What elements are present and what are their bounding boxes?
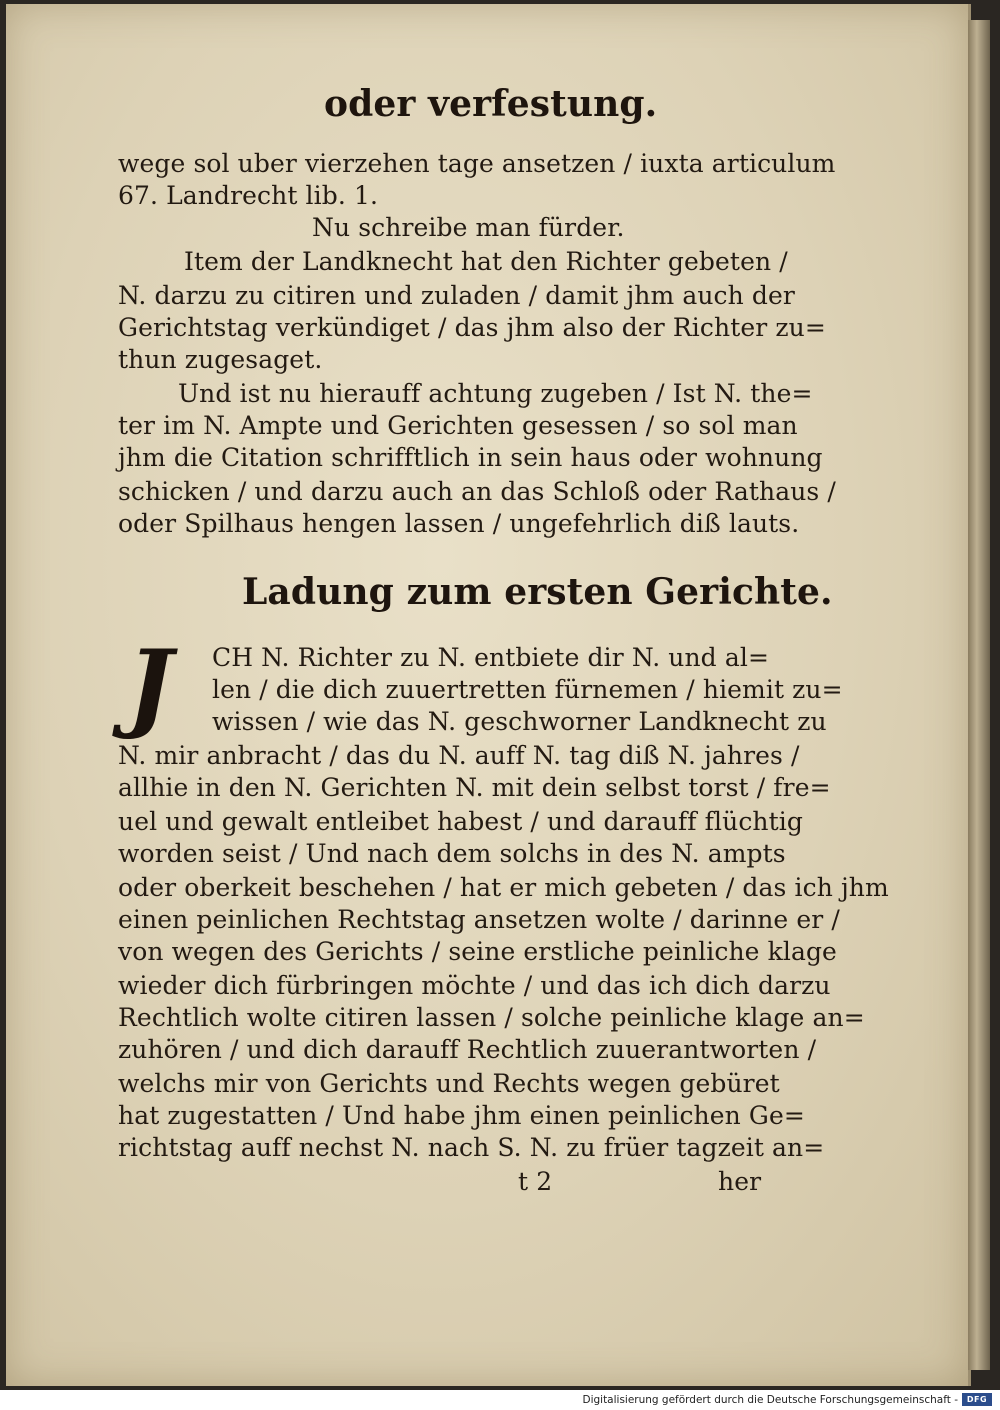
text-line: N. darzu zu citiren und zuladen / damit jhm auch der (118, 281, 795, 310)
text-line: ter im N. Ampte und Gerichten gesessen / so sol man (118, 411, 798, 440)
book-page (6, 4, 971, 1386)
text-line: zuhören / und dich darauff Rechtlich zuuerantworten / (118, 1035, 817, 1064)
drop-cap: J (127, 629, 173, 742)
text-line: thun zugesaget. (118, 345, 323, 374)
text-line: wissen / wie das N. geschworner Landknecht zu (212, 707, 827, 736)
text-line: hat zugestatten / Und habe jhm einen peinlichen Ge= (118, 1101, 805, 1130)
text-line: Gerichtstag verkündiget / das jhm also der Richter zu= (118, 313, 826, 342)
text-line: wieder dich fürbringen möchte / und das ich dich darzu (118, 971, 831, 1000)
text-line: welchs mir von Gerichts und Rechts wegen gebüret (118, 1069, 780, 1098)
signature-mark: t 2 (518, 1167, 553, 1196)
text-line: Nu schreibe man fürder. (312, 213, 625, 242)
text-line: len / die dich zuuertretten fürnemen / hiemit zu= (212, 675, 843, 704)
text-line: Rechtlich wolte citiren lassen / solche peinliche klage an= (118, 1003, 865, 1032)
text-line: oder Spilhaus hengen lassen / ungefehrlich diß lauts. (118, 509, 800, 538)
text-line: wege sol uber vierzehen tage ansetzen / iuxta articulum (118, 149, 836, 178)
text-line: worden seist / Und nach dem solchs in des N. ampts (118, 839, 786, 868)
text-line: N. mir anbracht / das du N. auff N. tag diß N. jahres / (118, 741, 800, 770)
text-line: richtstag auff nechst N. nach S. N. zu früer tagzeit an= (118, 1133, 825, 1162)
running-head: oder verfestung. (324, 83, 658, 125)
catchword: her (718, 1167, 762, 1196)
dfg-logo-icon: DFG (962, 1393, 992, 1406)
text-line: einen peinlichen Rechtstag ansetzen wolte / darinne er / (118, 905, 840, 934)
text-line: Und ist nu hierauff achtung zugeben / Ist N. the= (178, 379, 813, 408)
text-line: 67. Landrecht lib. 1. (118, 181, 378, 210)
section-heading: Ladung zum ersten Gerichte. (242, 571, 833, 613)
text-line: von wegen des Gerichts / seine erstliche peinliche klage (118, 937, 837, 966)
text-line: oder oberkeit beschehen / hat er mich gebeten / das ich jhm (118, 873, 889, 902)
footer-bar (0, 1390, 1000, 1410)
text-line: jhm die Citation schrifftlich in sein haus oder wohnung (118, 443, 823, 472)
text-line: uel und gewalt entleibet habest / und darauff flüchtig (118, 807, 803, 836)
funding-credit: Digitalisierung gefördert durch die Deutsche Forschungsgemeinschaft - (582, 1394, 958, 1406)
page-text (6, 4, 968, 1386)
text-line: Item der Landknecht hat den Richter gebeten / (184, 247, 788, 276)
text-line: schicken / und darzu auch an das Schloß oder Rathaus / (118, 477, 836, 506)
text-line: allhie in den N. Gerichten N. mit dein selbst torst / fre= (118, 773, 831, 802)
text-line: CH N. Richter zu N. entbiete dir N. und al= (212, 643, 769, 672)
page-edge (968, 20, 990, 1370)
